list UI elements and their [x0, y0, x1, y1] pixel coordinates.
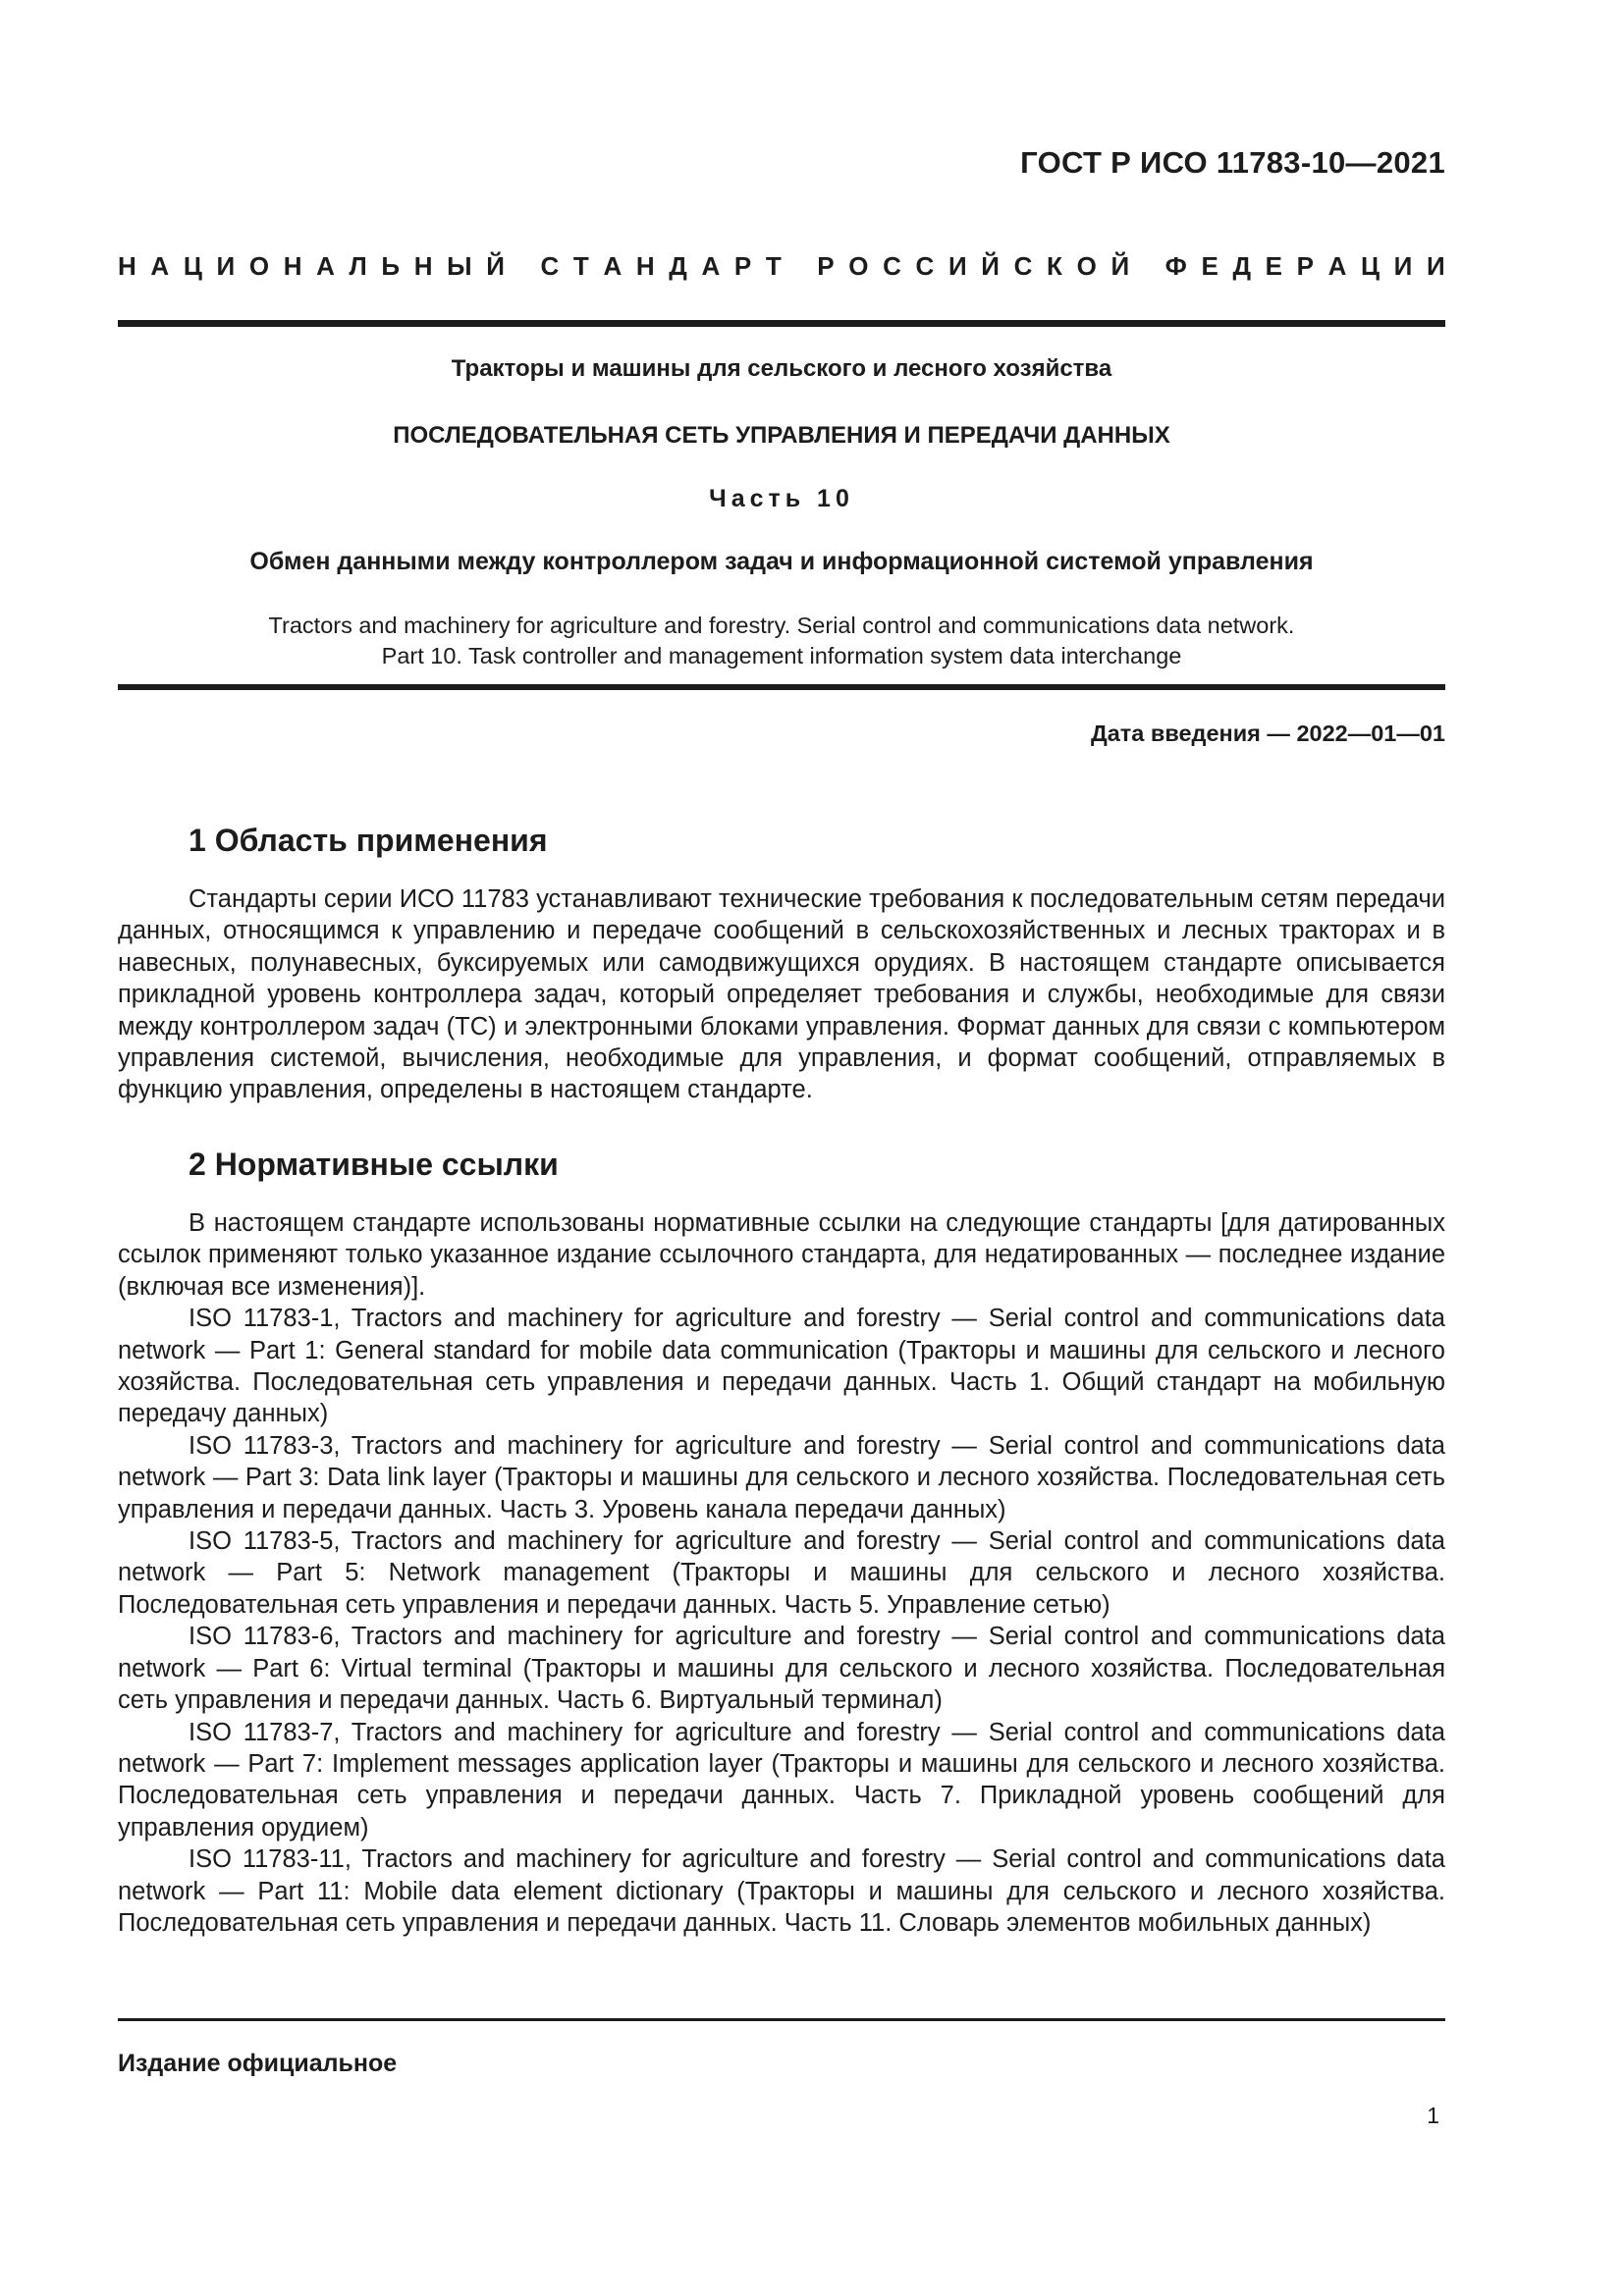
banner-letter [795, 251, 802, 282]
english-title-line-1: Tractors and machinery for agriculture and forestry. Serial control and communications data network. [268, 613, 1295, 638]
banner-letter: С [883, 251, 901, 281]
national-standard-banner [118, 251, 1445, 282]
top-rule [118, 320, 1445, 327]
document-subtitle: Обмен данными между контроллером задач и информационной системой управления [249, 548, 1314, 575]
banner-letter: Н [635, 251, 655, 281]
part-label: Часть 10 [709, 485, 854, 512]
banner-letter: Н [283, 251, 302, 281]
page-number: 1 [1427, 2103, 1439, 2128]
banner-letter [519, 251, 526, 282]
banner-letter: О [248, 251, 270, 281]
banner-letter: Л [349, 251, 367, 281]
banner-letter [1144, 251, 1151, 282]
footer-rule [118, 2018, 1445, 2021]
reference-item: ISO 11783-5, Tractors and machinery for agriculture and forestry — Serial control and communications data network — Part 5: Network management (Тракторы и машины для сельского и лесного хозяйства. Последовательная сеть управления и передачи данных. Часть 5. Управление сетью) [118, 1527, 1445, 1619]
reference-item: ISO 11783-3, Tractors and machinery for agriculture and forestry — Serial control and communications data network — Part 3: Data link layer (Тракторы и машины для сельского и лесного хозяйства. Последовательная сеть управления и передачи данных. Часть 3. Уровень канала передачи данных) [118, 1431, 1445, 1523]
banner-letter: С [915, 251, 935, 281]
reference-item: ISO 11783-11, Tractors and machinery for agriculture and forestry — Serial control and communications data network — Part 11: Mobile data element dictionary (Тракторы и машины для сельского и лесного хозяйства. Последовательная сеть управления и передачи данных. Часть 11. Словарь элементов мобильных данных) [118, 1845, 1445, 1937]
banner-letter: Р [817, 251, 835, 281]
banner-letter: Д [1232, 251, 1251, 281]
banner-letter: Н [118, 251, 136, 281]
banner-letter: Ы [447, 251, 472, 281]
banner-letter: Н [413, 251, 433, 281]
introduction-date: Дата введения — 2022—01—01 [1090, 721, 1445, 746]
banner-letter: Е [1201, 251, 1218, 281]
banner-letter: Е [1265, 251, 1282, 281]
banner-letter: Т [572, 251, 589, 281]
document-id: ГОСТ Р ИСО 11783-10—2021 [1020, 145, 1445, 180]
banner-letter: О [1076, 251, 1097, 281]
banner-letter: А [701, 251, 721, 281]
banner-letter: А [603, 251, 623, 281]
paragraph: Стандарты серии ИСО 11783 устанавливают технические требования к последовательным сетям передачи данных, относящимся к управлению и передаче сообщений в сельскохозяйственных и лесных тракторах и в навесных, полунавесных, буксируемых или самодвижущихся орудиях. В настоящем стандарте описывается прикладной уровень контроллера задач, который определяет требования и службы, необходимые для связи между контроллером задач (TC) и электронными блоками управления. Формат данных для связи с компьютером управления системой, вычисления, необходимые для управления, и формат сообщений, отправляемых в функцию управления, определены в настоящем стандарте. [118, 885, 1445, 1104]
english-title [118, 611, 1445, 671]
banner-letter: С [1013, 251, 1033, 281]
banner-letter: Й [981, 251, 1000, 281]
section-heading-references: 2 Нормативные ссылки [189, 1147, 559, 1182]
banner-letter: Ь [381, 251, 401, 281]
banner-letter: А [1327, 251, 1347, 281]
reference-item: ISO 11783-1, Tractors and machinery for agriculture and forestry — Serial control and communications data network — Part 1: General standard for mobile data communication (Тракторы и машины для сельского и лесного хозяйства. Последовательная сеть управления и передачи данных. Часть 1. Общий стандарт на мобильную передачу данных) [118, 1305, 1445, 1428]
title-line-2: ПОСЛЕДОВАТЕЛЬНАЯ СЕТЬ УПРАВЛЕНИЯ И ПЕРЕДАЧИ ДАННЫХ [393, 422, 1170, 449]
paragraph: В настоящем стандарте использованы нормативные ссылки на следующие стандарты [для датированных ссылок применяют только указанное издание ссылочного стандарта, для недатированных — последнее издание (включая все изменения)]. [118, 1209, 1445, 1301]
section-heading-scope: 1 Область применения [189, 823, 548, 858]
banner-letter: С [540, 251, 560, 281]
reference-item: ISO 11783-6, Tractors and machinery for agriculture and forestry — Serial control and communications data network — Part 6: Virtual terminal (Тракторы и машины для сельского и лесного хозяйства. Последовательная сеть управления и передачи данных. Часть 6. Виртуальный терминал) [118, 1623, 1445, 1715]
document-page [118, 0, 1445, 2296]
section-scope-body [118, 883, 1445, 1106]
banner-letter: Ф [1164, 251, 1187, 281]
title-rule [118, 684, 1445, 690]
banner-letter: И [1427, 251, 1445, 281]
reference-item: ISO 11783-7, Tractors and machinery for agriculture and forestry — Serial control and communications data network — Part 7: Implement messages application layer (Тракторы и машины для сельского и лесного хозяйства. Последовательная сеть управления и передачи данных. Часть 7. Прикладной уровень сообщений для управления орудием) [118, 1718, 1445, 1842]
banner-letter: Ц [1361, 251, 1380, 281]
banner-letter: Й [1110, 251, 1130, 281]
banner-letter: Р [733, 251, 752, 281]
banner-letter: Ц [183, 251, 202, 281]
banner-letter: И [216, 251, 236, 281]
banner-letter: И [947, 251, 967, 281]
banner-letter: Р [1296, 251, 1314, 281]
banner-letter: А [150, 251, 170, 281]
banner-letter: Т [765, 251, 782, 281]
banner-letter: О [848, 251, 869, 281]
banner-letter: А [316, 251, 335, 281]
english-title-line-2: Part 10. Task controller and management information system data interchange [381, 643, 1182, 668]
banner-letter: Й [486, 251, 505, 281]
section-references-body [118, 1207, 1445, 1939]
banner-letter: И [1393, 251, 1413, 281]
title-line-1: Тракторы и машины для сельского и лесного хозяйства [451, 355, 1112, 382]
edition-label: Издание официальное [118, 2050, 398, 2077]
banner-letter: К [1047, 251, 1062, 281]
banner-letter: Д [669, 251, 687, 281]
